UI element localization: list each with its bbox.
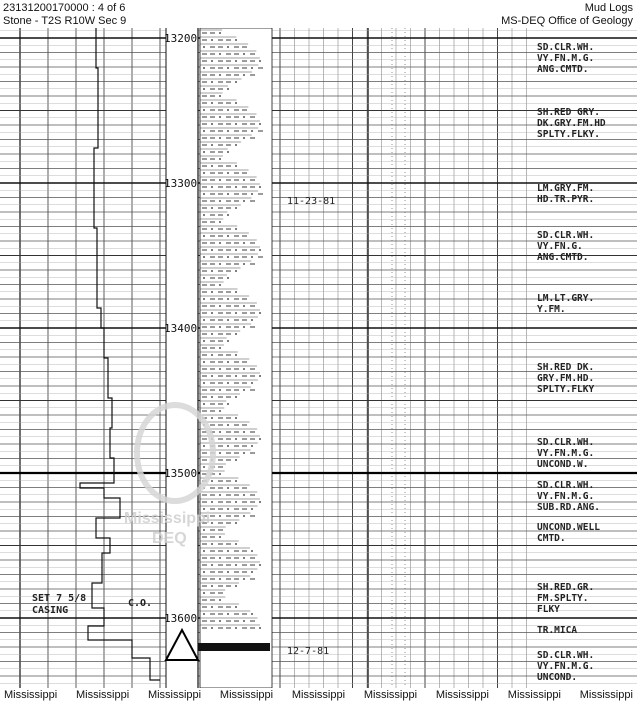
lithology-dot (219, 284, 221, 286)
lithology-dot (211, 291, 213, 293)
lithology-dot (243, 53, 245, 55)
lithology-dot (227, 487, 229, 489)
lithology-dot (251, 67, 253, 69)
lithology-dot (211, 228, 213, 230)
lithology-dot (251, 571, 253, 573)
lithology-dot (227, 130, 229, 132)
lithology-dot (211, 606, 213, 608)
footer-text: Mississippi (4, 689, 58, 701)
lithology-dot (219, 452, 221, 454)
lithology-dot (203, 235, 205, 237)
lithology-description: VY.FN.M.G. (537, 661, 595, 672)
lithology-dot (211, 249, 213, 251)
watermark-text: Mississippi (124, 510, 211, 527)
lithology-dot (203, 214, 205, 216)
lithology-dot (219, 200, 221, 202)
lithology-dot (243, 263, 245, 265)
footer-text: Mississippi (219, 689, 274, 701)
lithology-dot (227, 193, 229, 195)
lithology-dot (235, 123, 237, 125)
lithology-dot (203, 403, 205, 405)
lithology-dot (235, 165, 237, 167)
lithology-dot (235, 375, 237, 377)
lithology-description: ANG.CMTD. (537, 64, 589, 75)
lithology-dot (235, 480, 237, 482)
lithology-dot (219, 221, 221, 223)
lithology-dot (259, 375, 261, 377)
log-labels (32, 32, 606, 683)
watermark-text: DEQ (152, 530, 187, 547)
lithology-dot (251, 319, 253, 321)
lithology-description: VY.FN.M.G. (537, 53, 595, 64)
footer-text: Mississippi (147, 689, 202, 701)
lithology-dot (259, 501, 261, 503)
lithology-dot (203, 613, 205, 615)
lithology-dot (235, 543, 237, 545)
lithology-dot (243, 389, 245, 391)
lithology-description: UNCOND.W. (537, 459, 589, 470)
lithology-dot (227, 109, 229, 111)
lithology-dot (243, 578, 245, 580)
lithology-dot (235, 228, 237, 230)
lithology-dot (259, 123, 261, 125)
lithology-dot (203, 571, 205, 573)
lithology-dot (211, 60, 213, 62)
depth-column (166, 28, 198, 688)
document-type: Mud Logs (584, 2, 633, 14)
lithology-dot (219, 557, 221, 559)
lithology-dot (251, 130, 253, 132)
lithology-dot (243, 200, 245, 202)
depth-label: 13200 (164, 32, 198, 45)
lithology-dot (227, 67, 229, 69)
lithology-dot (243, 326, 245, 328)
lithology-dot (219, 431, 221, 433)
lithology-dot (235, 333, 237, 335)
lithology-dot (251, 445, 253, 447)
log-date: 11-23-81 (287, 196, 336, 207)
lithology-dot (211, 396, 213, 398)
footer-text: Mississippi (579, 689, 633, 701)
lithology-dot (203, 361, 205, 363)
lithology-dot (203, 592, 205, 594)
lithology-description: SD.CLR.WH. (537, 230, 595, 241)
lithology-description: Y.FM. (537, 304, 566, 315)
lithology-dot (227, 46, 229, 48)
lithology-dot (259, 627, 261, 629)
lithology-dot (203, 151, 205, 153)
lithology-dot (211, 312, 213, 314)
lithology-dot (203, 529, 205, 531)
lithology-dot (227, 403, 229, 405)
lithology-description: VY.FN.M.G. (537, 491, 595, 502)
lithology-dot (259, 564, 261, 566)
lithology-dot (203, 67, 205, 69)
lithology-dot (227, 613, 229, 615)
lithology-dot (219, 620, 221, 622)
lithology-dot (259, 60, 261, 62)
lithology-dot (227, 571, 229, 573)
lithology-dot (227, 277, 229, 279)
lithology-dot (203, 46, 205, 48)
lithology-dot (235, 354, 237, 356)
lithology-dot (211, 522, 213, 524)
casing-note: CASING (32, 605, 69, 616)
lithology-dot (203, 277, 205, 279)
lithology-description: GRY.FM.HD. (537, 373, 595, 384)
lithology-dot (243, 494, 245, 496)
lithology-dot (219, 74, 221, 76)
lithology-dot (235, 396, 237, 398)
lithology-dot (227, 361, 229, 363)
lithology-description: SPLTY.FLKY. (537, 129, 600, 140)
lithology-description: ANG.CMTD. (537, 252, 589, 263)
lithology-dot (203, 193, 205, 195)
lithology-dot (243, 515, 245, 517)
lithology-dot (227, 319, 229, 321)
lithology-dot (219, 305, 221, 307)
depth-label: 13500 (164, 467, 198, 480)
lithology-description: FM.SPLTY. (537, 593, 589, 604)
lithology-dot (227, 298, 229, 300)
lithology-dot (227, 340, 229, 342)
lithology-dot (227, 445, 229, 447)
lithology-dot (211, 81, 213, 83)
lithology-description: LM.LT.GRY. (537, 293, 595, 304)
lithology-dot (259, 312, 261, 314)
lithology-dot (235, 501, 237, 503)
lithology-dot (235, 522, 237, 524)
lithology-dot (235, 564, 237, 566)
lithology-dot (211, 270, 213, 272)
lithology-dot (235, 81, 237, 83)
lithology-dot (219, 389, 221, 391)
lithology-description: SD.CLR.WH. (537, 42, 595, 53)
lithology-description: TR.MICA (537, 625, 578, 636)
lithology-dot (243, 137, 245, 139)
lithology-description: CMTD. (537, 533, 566, 544)
lithology-dot (211, 417, 213, 419)
lithology-dot (211, 543, 213, 545)
lithology-dot (211, 627, 213, 629)
footer-text: Mississippi (75, 689, 130, 701)
lithology-dot (219, 137, 221, 139)
lithology-dot (259, 186, 261, 188)
lithology-dot (211, 39, 213, 41)
lithology-dot (211, 207, 213, 209)
lithology-dot (259, 249, 261, 251)
lithology-dot (251, 193, 253, 195)
lithology-dot (235, 585, 237, 587)
lithology-dot (219, 494, 221, 496)
lithology-dot (203, 550, 205, 552)
lithology-dot (203, 319, 205, 321)
lithology-description: VY.FN.G. (537, 241, 583, 252)
lithology-dot (235, 438, 237, 440)
lithology-description: VY.FN.M.G. (537, 448, 595, 459)
lithology-dot (235, 417, 237, 419)
lithology-dot (243, 179, 245, 181)
lithology-dot (251, 613, 253, 615)
lithology-dot (259, 438, 261, 440)
log-date: 12-7-81 (287, 646, 330, 657)
lithology-dot (219, 242, 221, 244)
lithology-dot (243, 368, 245, 370)
lithology-dot (219, 578, 221, 580)
lithology-dot (219, 53, 221, 55)
casing-note: SET 7 5/8 (32, 593, 87, 604)
lithology-dot (219, 95, 221, 97)
lithology-description: LM.GRY.FM. (537, 183, 595, 194)
lithology-dot (227, 256, 229, 258)
lithology-dot (211, 375, 213, 377)
lithology-dot (203, 109, 205, 111)
lithology-dot (243, 242, 245, 244)
well-api-page: 23131200170000 : 4 of 6 (3, 2, 126, 14)
lithology-description: SH.RED GRY. (537, 107, 600, 118)
lithology-dot (219, 179, 221, 181)
lithology-dot (243, 74, 245, 76)
cement-plug (198, 643, 270, 651)
lithology-dot (235, 60, 237, 62)
lithology-dot (227, 550, 229, 552)
lithology-dot (235, 627, 237, 629)
lithology-dot (235, 291, 237, 293)
lithology-dot (203, 382, 205, 384)
lithology-description: DK.GRY.FM.HD (537, 118, 606, 129)
lithology-dot (243, 116, 245, 118)
lithology-dot (243, 431, 245, 433)
lithology-dot (211, 501, 213, 503)
depth-label: 13600 (164, 612, 198, 625)
lithology-dot (227, 508, 229, 510)
footer-text: Mississippi (435, 689, 489, 701)
lithology-dot (251, 256, 253, 258)
drill-rate-curve (80, 28, 160, 680)
lithology-description: SPLTY.FLKY (537, 384, 595, 395)
lithology-track (200, 28, 272, 688)
lithology-dot (227, 151, 229, 153)
lithology-dot (203, 88, 205, 90)
lithology-description: SD.CLR.WH. (537, 437, 595, 448)
depth-label: 13300 (164, 177, 198, 190)
lithology-dot (219, 410, 221, 412)
lithology-dot (235, 207, 237, 209)
lithology-dot (219, 473, 221, 475)
lithology-dot (219, 536, 221, 538)
lithology-dot (211, 585, 213, 587)
lithology-dot (219, 515, 221, 517)
depth-label: 13400 (164, 322, 198, 335)
lithology-dot (211, 186, 213, 188)
lithology-dot (219, 326, 221, 328)
lithology-dot (243, 452, 245, 454)
lithology-dot (203, 340, 205, 342)
lithology-dot (219, 599, 221, 601)
lithology-description: FLKY (537, 604, 560, 615)
lithology-dot (211, 102, 213, 104)
lithology-dot (203, 466, 205, 468)
lithology-dot (235, 606, 237, 608)
lithology-dot (211, 123, 213, 125)
lithology-dot (235, 39, 237, 41)
lithology-dot (251, 550, 253, 552)
lithology-dot (203, 298, 205, 300)
lithology-description: SH.RED.GR. (537, 582, 595, 593)
lithology-dot (219, 32, 221, 34)
lithology-dot (227, 214, 229, 216)
lithology-dot (211, 480, 213, 482)
lithology-dot (243, 305, 245, 307)
lithology-dot (219, 158, 221, 160)
footer-watermark-row (0, 689, 637, 705)
lithology-dot (235, 102, 237, 104)
lithology-dot (211, 144, 213, 146)
lithology-dot (227, 88, 229, 90)
lithology-dot (251, 382, 253, 384)
lithology-dot (243, 557, 245, 559)
lithology-dot (235, 186, 237, 188)
agency-name: MS-DEQ Office of Geology (501, 15, 633, 27)
lithology-dot (211, 165, 213, 167)
lithology-dot (235, 459, 237, 461)
mud-log-strip (0, 28, 637, 688)
lithology-description: SD.CLR.WH. (537, 650, 595, 661)
lithology-dot (235, 270, 237, 272)
lithology-dot (211, 564, 213, 566)
lithology-dot (211, 333, 213, 335)
lithology-dot (219, 368, 221, 370)
lithology-description: SUB.RD.ANG. (537, 502, 600, 513)
lithology-dot (243, 620, 245, 622)
drill-rate-line (80, 28, 160, 680)
lithology-dot (203, 172, 205, 174)
lithology-dot (227, 382, 229, 384)
lithology-description: SD.CLR.WH. (537, 480, 595, 491)
footer-text: Mississippi (291, 689, 346, 701)
lithology-dot (203, 445, 205, 447)
lithology-dot (203, 256, 205, 258)
lithology-dot (219, 116, 221, 118)
lithology-dot (211, 354, 213, 356)
lithology-dot (227, 172, 229, 174)
lithology-description: HD.TR.PYR. (537, 194, 595, 205)
lithology-dot (235, 312, 237, 314)
lithology-dot (203, 130, 205, 132)
lithology-dot (227, 235, 229, 237)
lithology-dot (219, 263, 221, 265)
footer-text: Mississippi (363, 689, 418, 701)
well-location: Stone - T2S R10W Sec 9 (3, 15, 127, 27)
lithology-dot (235, 144, 237, 146)
lithology-description: SH.RED DK. (537, 362, 595, 373)
lithology-description: UNCOND. (537, 672, 578, 683)
lithology-dot (227, 424, 229, 426)
lithology-dot (251, 508, 253, 510)
footer-text: Mississippi (507, 689, 561, 701)
lithology-dot (235, 249, 237, 251)
lithology-dot (219, 347, 221, 349)
co-label: C.O. (128, 598, 153, 609)
lithology-description: UNCOND.WELL (537, 522, 600, 533)
